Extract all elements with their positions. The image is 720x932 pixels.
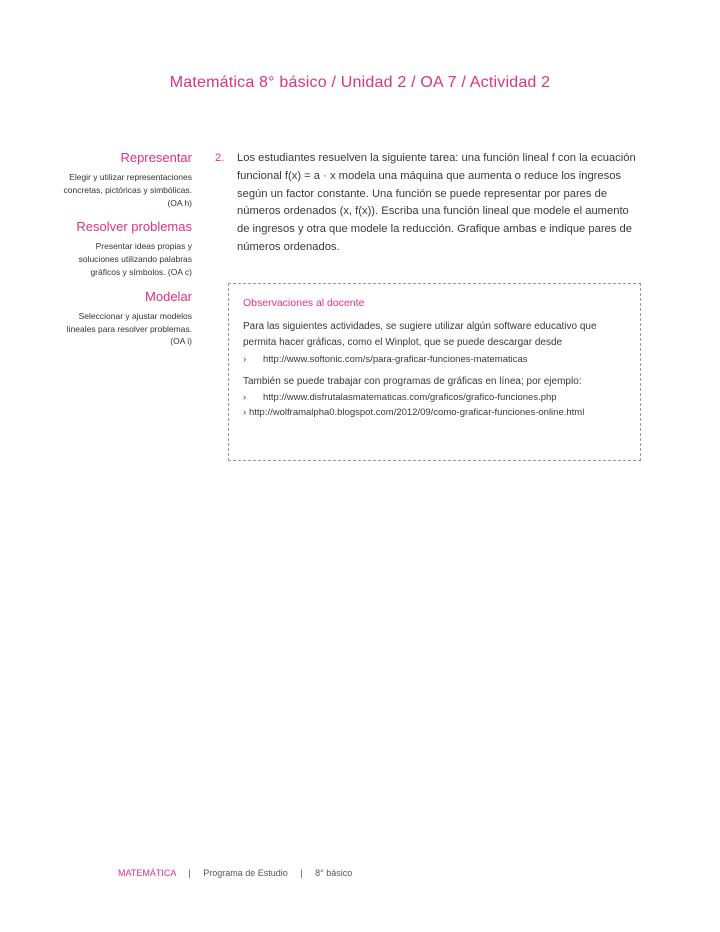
- footer-grade: 8° básico: [315, 868, 353, 878]
- skill-description: Presentar ideas propias y soluciones utilizando palabras gráficos y símbolos. (OA c): [78, 241, 192, 277]
- teacher-notes-also: También se puede trabajar con programas de gráficas en línea; por ejemplo:: [243, 376, 582, 387]
- disfruta-link[interactable]: http://www.disfrutalasmatematicas.com/graficos/grafico-funciones.php: [263, 391, 557, 403]
- link-item: [243, 405, 626, 420]
- sidebar-skills: [60, 150, 192, 358]
- bullet-arrow-icon: ›: [243, 391, 247, 403]
- skill-representar: [60, 150, 192, 209]
- skill-heading: Representar: [120, 150, 192, 165]
- skill-description: Seleccionar y ajustar modelos lineales para resolver problemas. (OA i): [66, 310, 192, 347]
- activity-item: [215, 150, 640, 257]
- skill-modelar: [60, 289, 192, 348]
- skill-heading: Resolver problemas: [76, 219, 192, 235]
- bullet-arrow-icon: ›: [243, 406, 247, 418]
- wolfram-link[interactable]: http://wolframalpha0.blogspot.com/2012/09/como-graficar-funciones-online.html: [249, 406, 585, 418]
- footer-subject: MATEMÁTICA: [118, 868, 176, 878]
- skill-heading: Modelar: [145, 288, 192, 304]
- teacher-notes-heading: Observaciones al docente: [243, 297, 365, 309]
- footer-separator: |: [300, 868, 303, 878]
- footer-program: Programa de Estudio: [203, 868, 288, 878]
- skill-description: Elegir y utilizar representaciones concretas, pictóricas y simbólicas. (OA h): [63, 172, 192, 208]
- activity-text: Los estudiantes resuelven la siguiente tarea: una función lineal f con la ecuación funcional f(x) = a · x modela una máquina que aumenta o reduce los ingresos según un factor constante. Una función se puede representar por pares de números ordenados (x, f(x)). Escriba una función lineal que modele el aumento de ingresos y otra que modele la reducción. Grafique ambas e indique pares de números ordenados.: [237, 152, 636, 253]
- page-footer: [118, 868, 352, 878]
- teacher-notes-box: [228, 283, 641, 461]
- bullet-arrow-icon: ›: [243, 354, 247, 365]
- link-item: [243, 390, 626, 405]
- teacher-notes-intro: Para las siguientes actividades, se sugiere utilizar algún software educativo que permita hacer gráficas, como el Winplot, que se puede descargar desde: [243, 321, 597, 348]
- activity-section: [215, 150, 640, 257]
- skill-resolver-problemas: [60, 219, 192, 278]
- softonic-link[interactable]: http://www.softonic.com/s/para-graficar-funciones-matematicas: [263, 354, 528, 365]
- footer-separator: |: [188, 868, 191, 878]
- page-title: Matemática 8° básico / Unidad 2 / OA 7 / Actividad 2: [169, 74, 551, 91]
- activity-number: 2.: [215, 152, 225, 164]
- link-item: [243, 352, 626, 367]
